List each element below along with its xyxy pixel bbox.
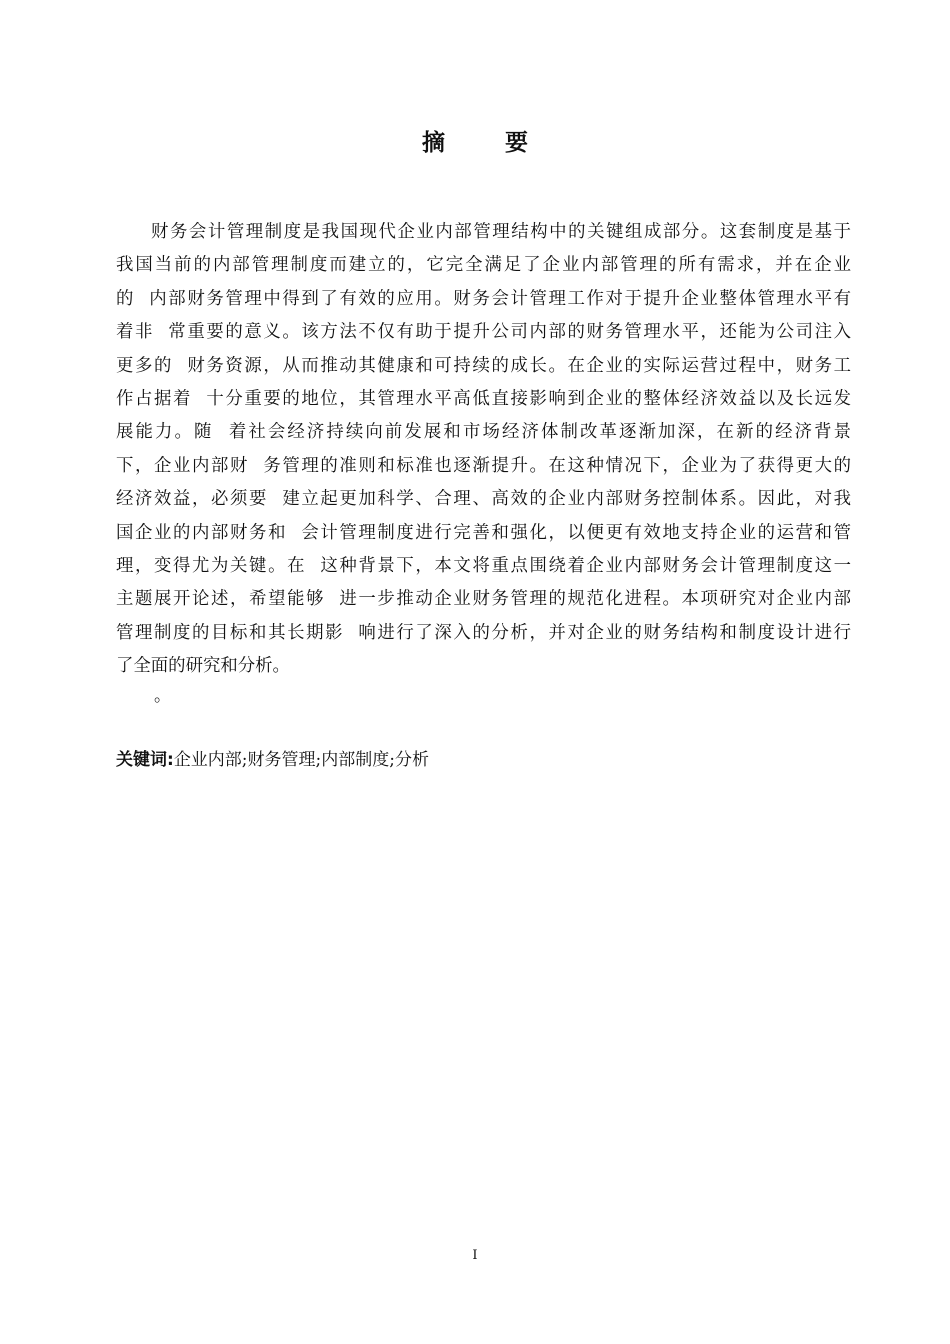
abstract-line: 着非 常重要的意义。该方法不仅有助于提升公司内部的财务管理水平，还能为公司注入 (116, 322, 851, 343)
abstract-line: 管理制度的目标和其长期影 响进行了深入的分析，并对企业的财务结构和制度设计进行 (116, 622, 851, 643)
abstract-line: 经济效益，必须要 建立起更加科学、合理、高效的企业内部财务控制体系。因此，对我 (116, 489, 851, 510)
abstract-line: 更多的 财务资源，从而推动其健康和可持续的成长。在企业的实际运营过程中，财务工 (116, 355, 851, 376)
abstract-paragraph (116, 216, 851, 683)
abstract-line: 了全面的研究和分析。 (116, 656, 290, 677)
abstract-line: 作占据着 十分重要的地位，其管理水平高低直接影响到企业的整体经济效益以及长远发 (116, 388, 851, 409)
abstract-line: 展能力。随 着社会经济持续向前发展和市场经济体制改革逐渐加深，在新的经济背景 (116, 422, 851, 443)
abstract-title: 摘 要 (421, 130, 554, 156)
abstract-line: 主题展开论述，希望能够 进一步推动企业财务管理的规范化进程。本项研究对企业内部 (116, 589, 851, 610)
abstract-line: 国企业的内部财务和 会计管理制度进行完善和强化，以便更有效地支持企业的运营和管 (116, 522, 851, 543)
page-number: I (472, 1248, 478, 1263)
keywords-label: 关键词: (116, 750, 174, 770)
abstract-line: 我国当前的内部管理制度而建立的，它完全满足了企业内部管理的所有需求，并在企业 (116, 255, 851, 276)
keywords-line (116, 748, 429, 772)
abstract-line: 下，企业内部财 务管理的准则和标准也逐渐提升。在这种情况下，企业为了获得更大的 (116, 455, 851, 476)
abstract-line: 财务会计管理制度是我国现代企业内部管理结构中的关键组成部分。这套制度是基于 (151, 222, 851, 242)
abstract-line: 的 内部财务管理中得到了有效的应用。财务会计管理工作对于提升企业整体管理水平有 (116, 288, 851, 309)
abstract-line: 理，变得尤为关键。在 这种背景下，本文将重点围绕着企业内部财务会计管理制度这一 (116, 555, 851, 576)
keywords-value: 企业内部;财务管理;内部制度;分析 (173, 750, 429, 770)
trailing-period: 。 (154, 686, 171, 706)
